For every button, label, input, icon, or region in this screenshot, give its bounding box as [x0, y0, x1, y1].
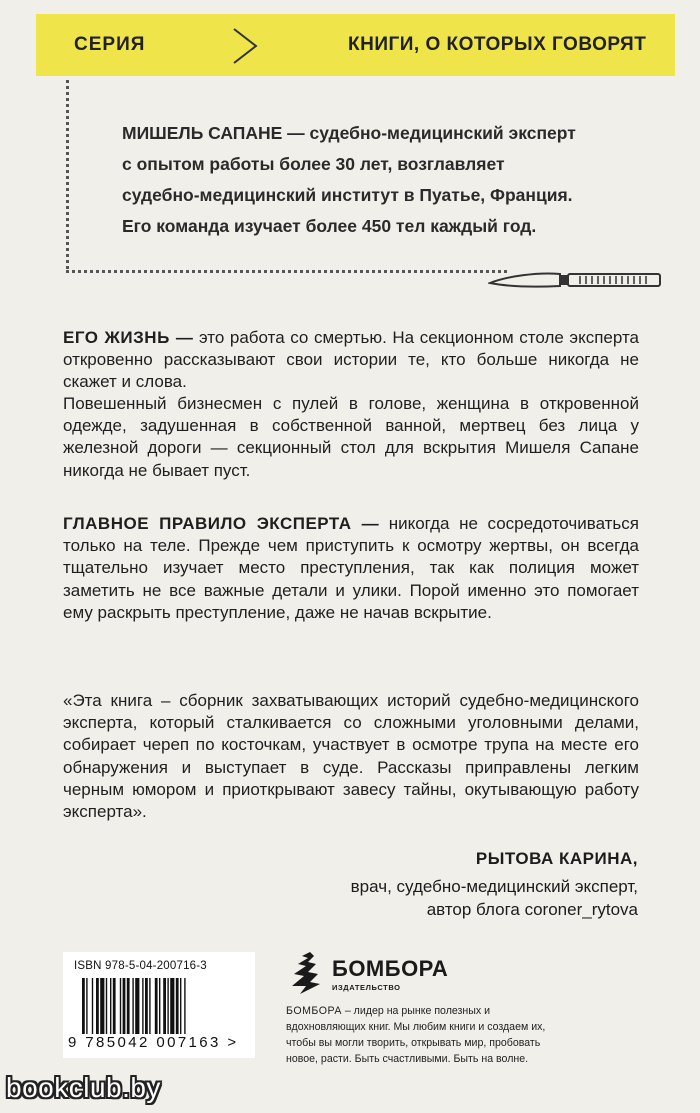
- barcode-bar: [145, 978, 148, 1034]
- series-title: КНИГИ, О КОТОРЫХ ГОВОРЯТ: [348, 34, 647, 55]
- barcode-bar: [159, 978, 160, 1034]
- paragraph-lead: ГЛАВНОЕ ПРАВИЛО ЭКСПЕРТА —: [63, 514, 380, 533]
- barcode-bar: [82, 978, 85, 1034]
- scalpel-icon: [488, 266, 664, 296]
- publisher-description: [286, 1003, 556, 1067]
- barcode-bar: [132, 978, 133, 1034]
- author-summary-line: с опытом работы более 30 лет, возглавляет: [122, 154, 505, 174]
- quote-author-blog: автор блога coroner_rytova: [426, 900, 638, 919]
- author-summary: [122, 118, 622, 242]
- paragraph-main-rule: [63, 513, 639, 624]
- site-watermark: bookclub.by: [6, 1072, 161, 1103]
- isbn-text: ISBN 978-5-04-200716-3: [74, 960, 207, 972]
- barcode-bar: [106, 978, 107, 1034]
- barcode-bar: [167, 978, 168, 1034]
- publisher-desc-lead: БОМБОРА: [286, 1005, 342, 1017]
- barcode-bar: [155, 978, 158, 1034]
- barcode-bar: [120, 978, 121, 1034]
- review-quote: «Эта книга – сборник захватывающих историй судебно-медицинского эксперта, который сталкивается со сложными уголовными делами, собирает череп по косточкам, участвует в осмотре трупа на месте его обнаружения и выступает в суде. Рассказы приправлены легким черным юмором и приоткрывают завесу тайны, окутывающую работу эксперта».: [63, 691, 639, 822]
- barcode-bar: [100, 978, 104, 1034]
- quote-author: РЫТОВА КАРИНА,: [475, 849, 638, 868]
- author-summary-line: Его команда изучает более 450 тел каждый год.: [122, 216, 537, 236]
- barcode-bar: [180, 978, 181, 1034]
- barcode-bar: [127, 978, 130, 1034]
- series-label: СЕРИЯ: [74, 34, 146, 55]
- paragraph-lead: ЕГО ЖИЗНЬ —: [63, 328, 194, 347]
- publisher-desc-text: – лидер на рынке полезных и вдохновляющих книг. Мы любим книги и создаем их, чтобы вы могли творить, открывать мир, пробовать новое, расти. Быть счастливыми. Быть на волне.: [286, 1005, 546, 1065]
- barcode-graphic: [80, 978, 248, 1034]
- quote-author-role: врач, судебно-медицинский эксперт,: [350, 877, 638, 896]
- barcode-bar: [113, 978, 116, 1034]
- author-summary-line: судебно-медицинский институт в Пуатье, Франция.: [122, 185, 573, 205]
- author-summary-line: МИШЕЛЬ САПАНЕ — судебно-медицинский эксперт: [122, 123, 576, 143]
- barcode-bar: [149, 978, 150, 1034]
- barcode-bar: [170, 978, 174, 1034]
- barcode-bar: [142, 978, 143, 1034]
- barcode-bar: [176, 978, 179, 1034]
- barcode-bar: [163, 978, 166, 1034]
- paragraph-text: Повешенный бизнесмен с пулей в голове, женщина в откровенной одежде, задушенная в собственной ванной, мертвец без лица у железной дороги — секционный стол для вскрытия Мишеля Сапане никогда не бывает пуст.: [63, 394, 639, 480]
- barcode-bar: [110, 978, 111, 1034]
- barcode-bar: [92, 978, 93, 1034]
- barcode-number: 9 785042 007163 >: [68, 1034, 239, 1051]
- barcode-bar: [184, 978, 185, 1034]
- barcode-bar: [86, 978, 87, 1034]
- chevron-right-icon: [228, 26, 262, 66]
- barcode-bar: [96, 978, 99, 1034]
- barcode-bar: [135, 978, 139, 1034]
- publisher-subtitle: ИЗДАТЕЛЬСТВО: [332, 983, 401, 992]
- paragraph-text: никогда не сосредоточиваться только на теле. Прежде чем приступить к осмотру жертвы, он всегда тщательно изучает место преступления, так как полиция может заметить не все важные детали и улики. Порой именно это помогает ему раскрыть преступление, даже не начав вскрытие.: [63, 514, 639, 622]
- paragraph-text: это работа со смертью. На секционном столе эксперта откровенно рассказывают свои истории те, кто больше никогда не скажет и слова.: [63, 328, 639, 392]
- dashed-frame-left: [66, 80, 69, 270]
- publisher-logo-icon: [288, 950, 324, 996]
- paragraph-his-life: [63, 327, 639, 394]
- barcode-bar: [123, 978, 126, 1034]
- paragraph-cases: [63, 393, 639, 482]
- dashed-frame-bottom: [66, 270, 508, 273]
- publisher-name: БОМБОРА: [332, 956, 449, 981]
